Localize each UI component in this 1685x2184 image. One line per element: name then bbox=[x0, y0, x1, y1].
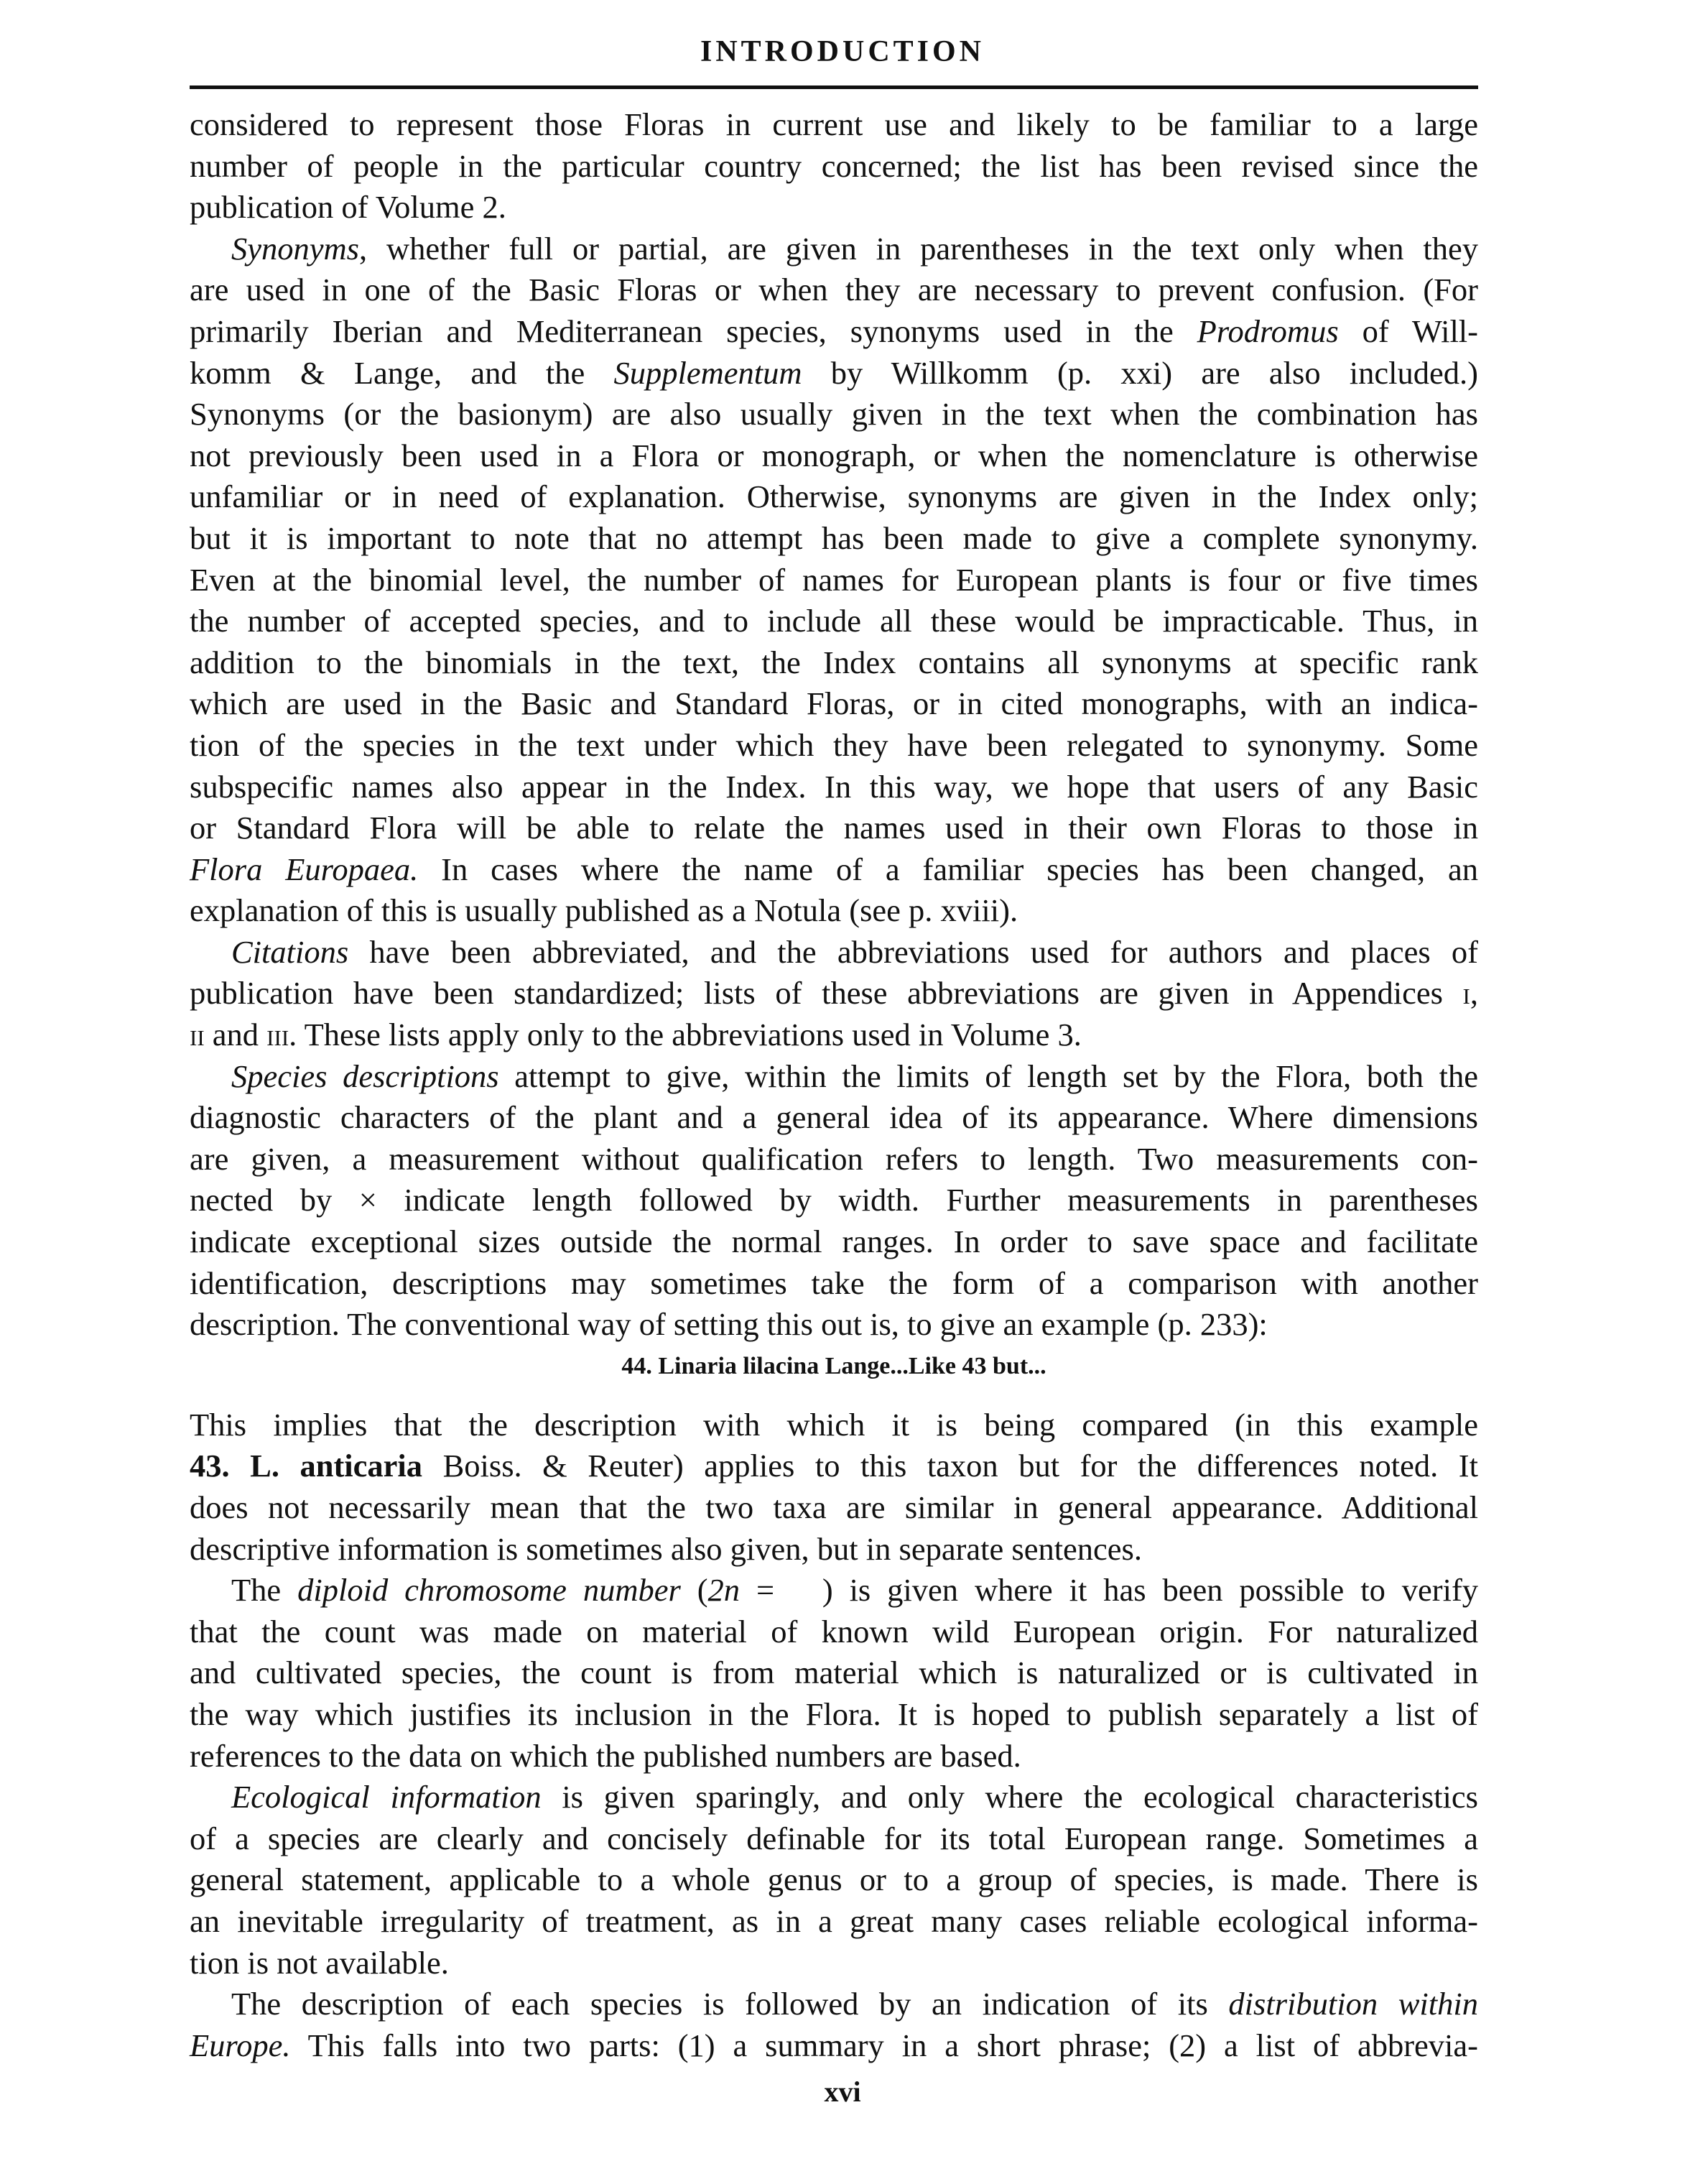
text-line bbox=[190, 394, 1478, 435]
text-line bbox=[190, 1221, 1478, 1263]
paragraph bbox=[190, 1056, 1478, 1346]
text-line bbox=[190, 1405, 1478, 1446]
text-segment: Even at the binomial level, the number of names for European plants is four or five times bbox=[190, 561, 1478, 598]
text-segment: description. The conventional way of setting this out is, to give an example (p. 233): bbox=[190, 1306, 1268, 1343]
text-segment: of Will- bbox=[1338, 313, 1478, 349]
text-segment: subspecific names also appear in the Index. In this way, we hope that users of any Basic bbox=[190, 768, 1478, 805]
text-line bbox=[190, 1304, 1478, 1346]
text-line bbox=[190, 228, 1478, 270]
text-segment: This falls into two parts: (1) a summary in a short phrase; (2) a list of abbrevia- bbox=[290, 2027, 1478, 2063]
text-line bbox=[190, 1056, 1478, 1098]
paragraph bbox=[190, 1984, 1478, 2066]
text-line bbox=[190, 1984, 1478, 2025]
italic-term: Citations bbox=[231, 933, 349, 970]
text-line bbox=[190, 435, 1478, 477]
text-segment: which are used in the Basic and Standard Floras, or in cited monographs, with an indica- bbox=[190, 685, 1478, 722]
text-segment: have been abbreviated, and the abbreviations used for authors and places of bbox=[348, 933, 1478, 970]
text-segment: the way which justifies its inclusion in the Flora. It is hoped to publish separately a list of bbox=[190, 1695, 1478, 1732]
text-line bbox=[190, 311, 1478, 353]
text-line bbox=[190, 560, 1478, 601]
text-line bbox=[190, 849, 1478, 891]
text-line bbox=[190, 683, 1478, 725]
italic-term: Species descriptions bbox=[231, 1058, 499, 1094]
text-segment: = ) is given where it has been possible to verify bbox=[740, 1572, 1479, 1609]
italic-term: Flora Europaea. bbox=[190, 851, 419, 887]
text-segment: are given, a measurement without qualification refers to length. Two measurements con- bbox=[190, 1140, 1478, 1177]
text-line bbox=[190, 187, 1478, 228]
text-segment: Synonyms (or the basionym) are also usually given in the text when the combination has bbox=[190, 396, 1478, 432]
text-segment: tion is not available. bbox=[190, 1944, 449, 1981]
text-line bbox=[190, 808, 1478, 849]
page-number: xvi bbox=[824, 2076, 861, 2108]
text-segment: but it is important to note that no attempt has been made to give a complete synonymy. bbox=[190, 519, 1478, 556]
text-segment: number of people in the particular country concerned; the list has been revised since the bbox=[190, 147, 1478, 184]
small-caps-numeral: iii bbox=[266, 1017, 289, 1053]
paragraph bbox=[190, 1405, 1478, 1570]
italic-term: Supplementum bbox=[613, 354, 802, 391]
text-line bbox=[190, 1777, 1478, 1818]
small-caps-numeral: ii bbox=[190, 1017, 205, 1053]
text-segment: and bbox=[204, 1017, 267, 1053]
text-segment: ( bbox=[680, 1572, 708, 1609]
text-line bbox=[190, 1611, 1478, 1653]
text-line bbox=[190, 601, 1478, 642]
text-segment: explanation of this is usually published as a Notula (see p. xviii). bbox=[190, 892, 1018, 929]
paragraph bbox=[190, 1777, 1478, 1984]
page-body bbox=[190, 104, 1478, 2066]
text-line bbox=[190, 1818, 1478, 1860]
text-segment: publication have been standardized; lists of these abbreviations are given in Appendices bbox=[190, 975, 1463, 1012]
text-segment: of a species are clearly and concisely definable for its total European range. Sometimes a bbox=[190, 1820, 1478, 1856]
paragraph bbox=[190, 228, 1478, 932]
italic-term: Synonyms bbox=[231, 230, 359, 267]
text-segment: references to the data on which the published numbers are based. bbox=[190, 1737, 1021, 1774]
text-segment: are used in one of the Basic Floras or when they are necessary to prevent confusion. (For bbox=[190, 272, 1478, 308]
text-line bbox=[190, 642, 1478, 684]
header-rule bbox=[190, 85, 1478, 89]
text-segment: In cases where the name of a familiar species has been changed, an bbox=[418, 851, 1479, 887]
text-line bbox=[190, 973, 1478, 1014]
text-segment: does not necessarily mean that the two taxa are similar in general appearance. Additional bbox=[190, 1489, 1478, 1525]
paragraph bbox=[190, 104, 1478, 228]
text-line bbox=[190, 1736, 1478, 1777]
text-line bbox=[190, 1694, 1478, 1736]
text-line bbox=[190, 1097, 1478, 1139]
text-line bbox=[190, 1529, 1478, 1570]
text-segment: Boiss. & Reuter) applies to this taxon but for the differences noted. It bbox=[422, 1448, 1478, 1484]
text-segment: komm & Lange, and the bbox=[190, 354, 614, 391]
text-line bbox=[190, 104, 1478, 146]
text-segment: considered to represent those Floras in current use and likely to be familiar to a large bbox=[190, 106, 1478, 142]
text-line bbox=[190, 767, 1478, 808]
italic-term: Prodromus bbox=[1197, 313, 1339, 349]
text-segment: general statement, applicable to a whole genus or to a group of species, is made. There is bbox=[190, 1861, 1478, 1898]
text-segment: This implies that the description with which it is being compared (in this example bbox=[190, 1406, 1478, 1443]
text-segment: tion of the species in the text under which they have been relegated to synonymy. Some bbox=[190, 726, 1478, 763]
text-segment: The description of each species is followed by an indication of its bbox=[231, 1986, 1229, 2022]
text-line bbox=[190, 1014, 1478, 1056]
text-segment: indicate exceptional sizes outside the normal ranges. In order to save space and facilitate bbox=[190, 1223, 1478, 1260]
text-line bbox=[190, 1263, 1478, 1305]
text-line bbox=[190, 1652, 1478, 1694]
italic-term: Europe. bbox=[190, 2027, 291, 2063]
text-line bbox=[190, 1901, 1478, 1943]
italic-term: Ecological information bbox=[231, 1779, 542, 1815]
text-segment: is given sparingly, and only where the ecological characteristics bbox=[541, 1779, 1478, 1815]
text-line bbox=[190, 1570, 1478, 1611]
text-segment: not previously been used in a Flora or monograph, or when the nomenclature is otherwise bbox=[190, 437, 1478, 473]
italic-term: 2n bbox=[707, 1572, 741, 1609]
paragraph bbox=[190, 1570, 1478, 1777]
text-segment: and cultivated species, the count is from material which is naturalized or is cultivated in bbox=[190, 1655, 1478, 1691]
text-line bbox=[190, 932, 1478, 973]
italic-term: diploid chromosome number bbox=[297, 1572, 681, 1609]
text-line bbox=[190, 1943, 1478, 1984]
text-segment: or Standard Flora will be able to relate the names used in their own Floras to those in bbox=[190, 810, 1478, 846]
italic-term: distribution within bbox=[1228, 1986, 1478, 2022]
small-caps-numeral: i bbox=[1462, 975, 1470, 1012]
text-line bbox=[190, 1445, 1478, 1487]
text-segment: an inevitable irregularity of treatment, as in a great many cases reliable ecological informa- bbox=[190, 1902, 1478, 1939]
text-segment: The bbox=[231, 1572, 298, 1609]
text-segment: publication of Volume 2. bbox=[190, 189, 506, 226]
example-entry: 44. Linaria lilacina Lange...Like 43 but... bbox=[621, 1352, 1046, 1379]
text-segment: addition to the binomials in the text, the Index contains all synonyms at specific rank bbox=[190, 644, 1478, 680]
text-line bbox=[190, 476, 1478, 518]
text-segment: unfamiliar or in need of explanation. Otherwise, synonyms are given in the Index only; bbox=[190, 478, 1478, 515]
text-segment: the number of accepted species, and to include all these would be impracticable. Thus, in bbox=[190, 603, 1478, 639]
text-line bbox=[190, 1487, 1478, 1529]
text-line bbox=[190, 146, 1478, 188]
running-header: INTRODUCTION bbox=[700, 35, 985, 68]
text-segment: diagnostic characters of the plant and a general idea of its appearance. Where dimensions bbox=[190, 1099, 1478, 1136]
text-segment: by Willkomm (p. xxi) are also included.) bbox=[802, 354, 1478, 391]
text-segment: attempt to give, within the limits of length set by the Flora, both the bbox=[498, 1058, 1478, 1094]
text-line bbox=[190, 1139, 1478, 1180]
text-segment: descriptive information is sometimes also given, but in separate sentences. bbox=[190, 1530, 1143, 1567]
text-line bbox=[190, 890, 1478, 932]
text-segment: , whether full or partial, are given in parentheses in the text only when they bbox=[358, 230, 1478, 267]
text-segment: . These lists apply only to the abbreviations used in Volume 3. bbox=[289, 1017, 1082, 1053]
text-segment: that the count was made on material of known wild European origin. For naturalized bbox=[190, 1613, 1478, 1649]
text-segment: identification, descriptions may sometimes take the form of a comparison with another bbox=[190, 1264, 1478, 1301]
text-segment: , bbox=[1470, 975, 1478, 1012]
text-line bbox=[190, 2025, 1478, 2067]
text-line bbox=[190, 1859, 1478, 1901]
text-segment: primarily Iberian and Mediterranean species, synonyms used in the bbox=[190, 313, 1197, 349]
paragraph bbox=[190, 932, 1478, 1056]
text-segment: nected by × indicate length followed by width. Further measurements in parentheses bbox=[190, 1182, 1478, 1218]
text-line bbox=[190, 518, 1478, 560]
text-line bbox=[190, 1180, 1478, 1221]
bold-term: 43. L. anticaria bbox=[190, 1448, 423, 1484]
text-line bbox=[190, 353, 1478, 394]
text-line bbox=[190, 725, 1478, 767]
text-line bbox=[190, 269, 1478, 311]
